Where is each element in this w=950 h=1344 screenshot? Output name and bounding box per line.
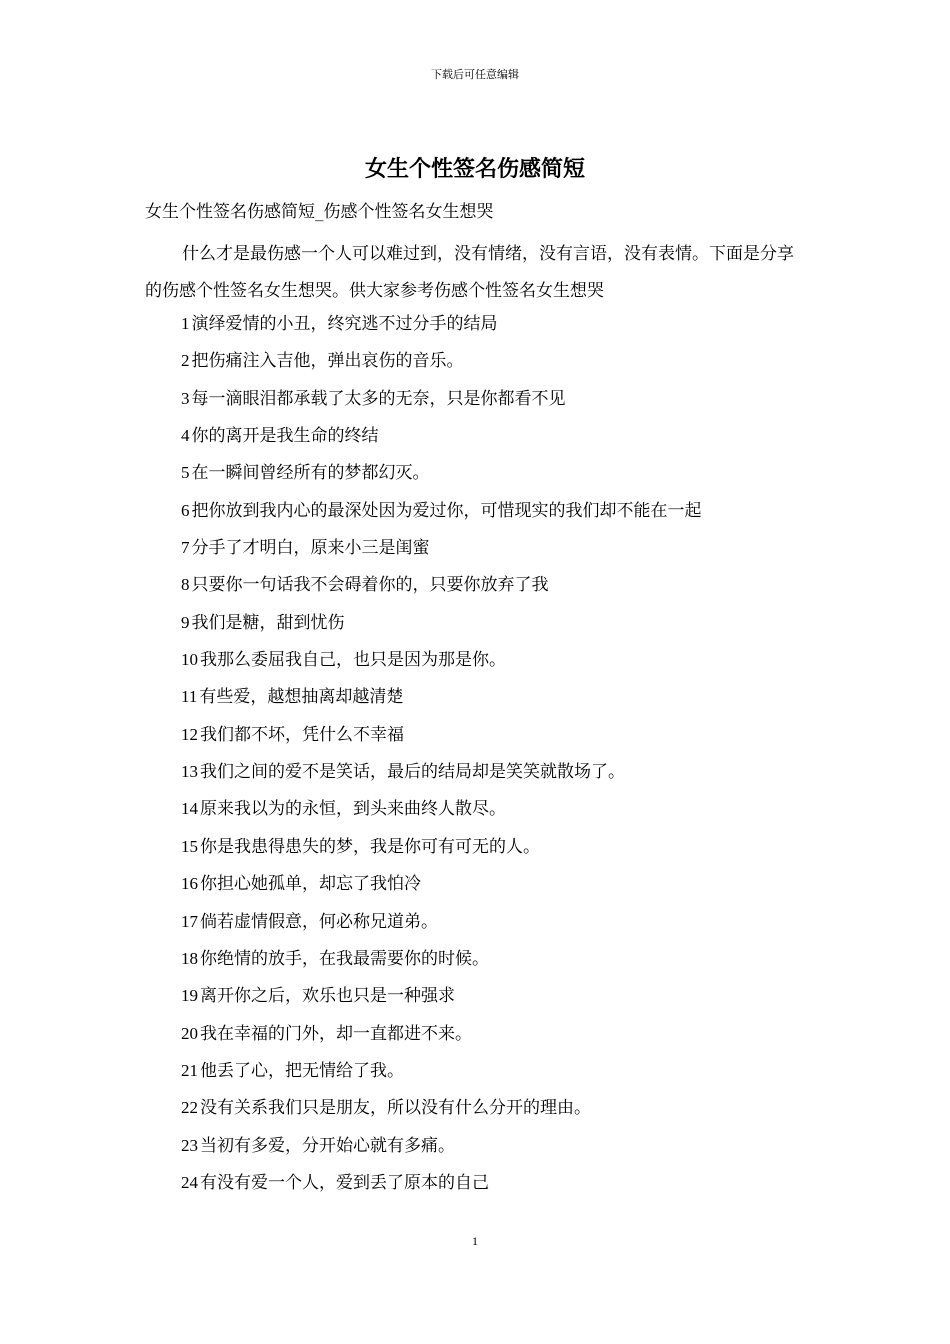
signature-number: 10 [181, 650, 198, 670]
signature-number: 15 [181, 836, 198, 856]
signature-number: 5 [181, 463, 190, 483]
signature-number: 23 [181, 1135, 198, 1155]
signature-text: 原来我以为的永恒，到头来曲终人散尽。 [200, 799, 506, 820]
signature-number: 21 [181, 1060, 198, 1080]
signature-number: 24 [181, 1172, 198, 1192]
signature-item [181, 310, 702, 347]
signature-item [181, 1057, 702, 1094]
signature-text: 我那么委屈我自己，也只是因为那是你。 [200, 650, 506, 671]
intro-paragraph: 什么才是最伤感一个人可以难过到，没有情绪，没有言语，没有表情。下面是分享的伤感个性签名女生想哭。供大家参考伤感个性签名女生想哭 [145, 244, 794, 301]
signature-number: 6 [181, 500, 190, 520]
signature-number: 17 [181, 911, 198, 931]
signature-item [181, 534, 702, 571]
signature-text: 我在幸福的门外，却一直都进不来。 [200, 1023, 472, 1044]
signature-number: 2 [181, 351, 190, 371]
document-subtitle: 女生个性签名伤感简短_伤感个性签名女生想哭 [145, 202, 494, 222]
signature-text: 每一滴眼泪都承载了太多的无奈，只是你都看不见 [191, 388, 566, 409]
signature-item [181, 945, 702, 982]
signature-item [181, 795, 702, 832]
signature-number: 8 [181, 575, 190, 595]
signature-number: 9 [181, 612, 190, 632]
signature-text: 有些爱，越想抽离却越清楚 [199, 687, 404, 708]
signature-text: 把你放到我内心的最深处因为爱过你，可惜现实的我们却不能在一起 [191, 500, 702, 521]
signature-number: 19 [181, 986, 198, 1006]
signature-item [181, 646, 702, 683]
signature-text: 演绎爱情的小丑，终究逃不过分手的结局 [191, 314, 498, 334]
document-title: 女生个性签名伤感简短 [364, 156, 585, 182]
signature-number: 20 [181, 1023, 198, 1043]
signature-number: 11 [181, 687, 198, 707]
signature-text: 我们之间的爱不是笑话，最后的结局却是笑笑就散场了。 [200, 762, 625, 783]
signature-item [181, 1169, 702, 1206]
signature-item [181, 609, 702, 646]
signature-text: 在一瞬间曾经所有的梦都幻灭。 [191, 463, 430, 484]
signature-number: 12 [181, 724, 198, 744]
signature-text: 他丢了心，把无情给了我。 [200, 1060, 404, 1081]
signature-number: 22 [181, 1098, 198, 1118]
signature-text: 我们是糖，甜到忧伤 [191, 612, 345, 633]
signature-number: 4 [181, 426, 190, 446]
signature-number: 1 [181, 314, 190, 333]
signature-text: 你是我患得患失的梦，我是你可有可无的人。 [200, 836, 540, 857]
signature-item [181, 758, 702, 795]
signature-text: 分手了才明白，原来小三是闺蜜 [191, 538, 430, 559]
signature-number: 3 [181, 388, 190, 408]
signature-item [181, 1020, 702, 1057]
signature-text: 我们都不坏，凭什么不幸福 [200, 724, 404, 745]
signature-number: 16 [181, 874, 198, 894]
signature-text: 只要你一句话我不会碍着你的，只要你放弃了我 [191, 575, 549, 596]
signature-item [181, 1094, 702, 1131]
signature-text: 离开你之后，欢乐也只是一种强求 [200, 986, 455, 1007]
signature-item [181, 721, 702, 758]
signature-text: 你的离开是我生命的终结 [191, 426, 379, 447]
signature-item [181, 908, 702, 945]
signature-item [181, 385, 702, 422]
signature-item [181, 870, 702, 907]
signature-number: 18 [181, 948, 198, 968]
signature-text: 没有关系我们只是朋友，所以没有什么分开的理由。 [200, 1098, 591, 1119]
signature-text: 把伤痛注入吉他，弹出哀伤的音乐。 [191, 351, 464, 372]
page-number: 1 [472, 1234, 478, 1248]
signature-number: 14 [181, 799, 198, 819]
signature-text: 你绝情的放手，在我最需要你的时候。 [200, 948, 489, 969]
signature-number: 7 [181, 538, 190, 558]
signature-item [181, 347, 702, 384]
signature-item [181, 571, 702, 608]
page-header: 下载后可任意编辑 [431, 68, 519, 81]
signature-item [181, 422, 702, 459]
signature-item [181, 497, 702, 534]
signature-text: 你担心她孤单，却忘了我怕冷 [200, 874, 421, 895]
signature-item [181, 833, 702, 870]
signature-text: 当初有多爱，分开始心就有多痛。 [200, 1135, 455, 1156]
signature-text: 倘若虚情假意，何必称兄道弟。 [200, 911, 438, 932]
signature-item [181, 459, 702, 496]
signature-item [181, 683, 702, 720]
signature-item [181, 982, 702, 1019]
signature-list [181, 310, 702, 1206]
signature-number: 13 [181, 762, 198, 782]
signature-item [181, 1132, 702, 1169]
signature-text: 有没有爱一个人，爱到丢了原本的自己 [200, 1172, 489, 1193]
